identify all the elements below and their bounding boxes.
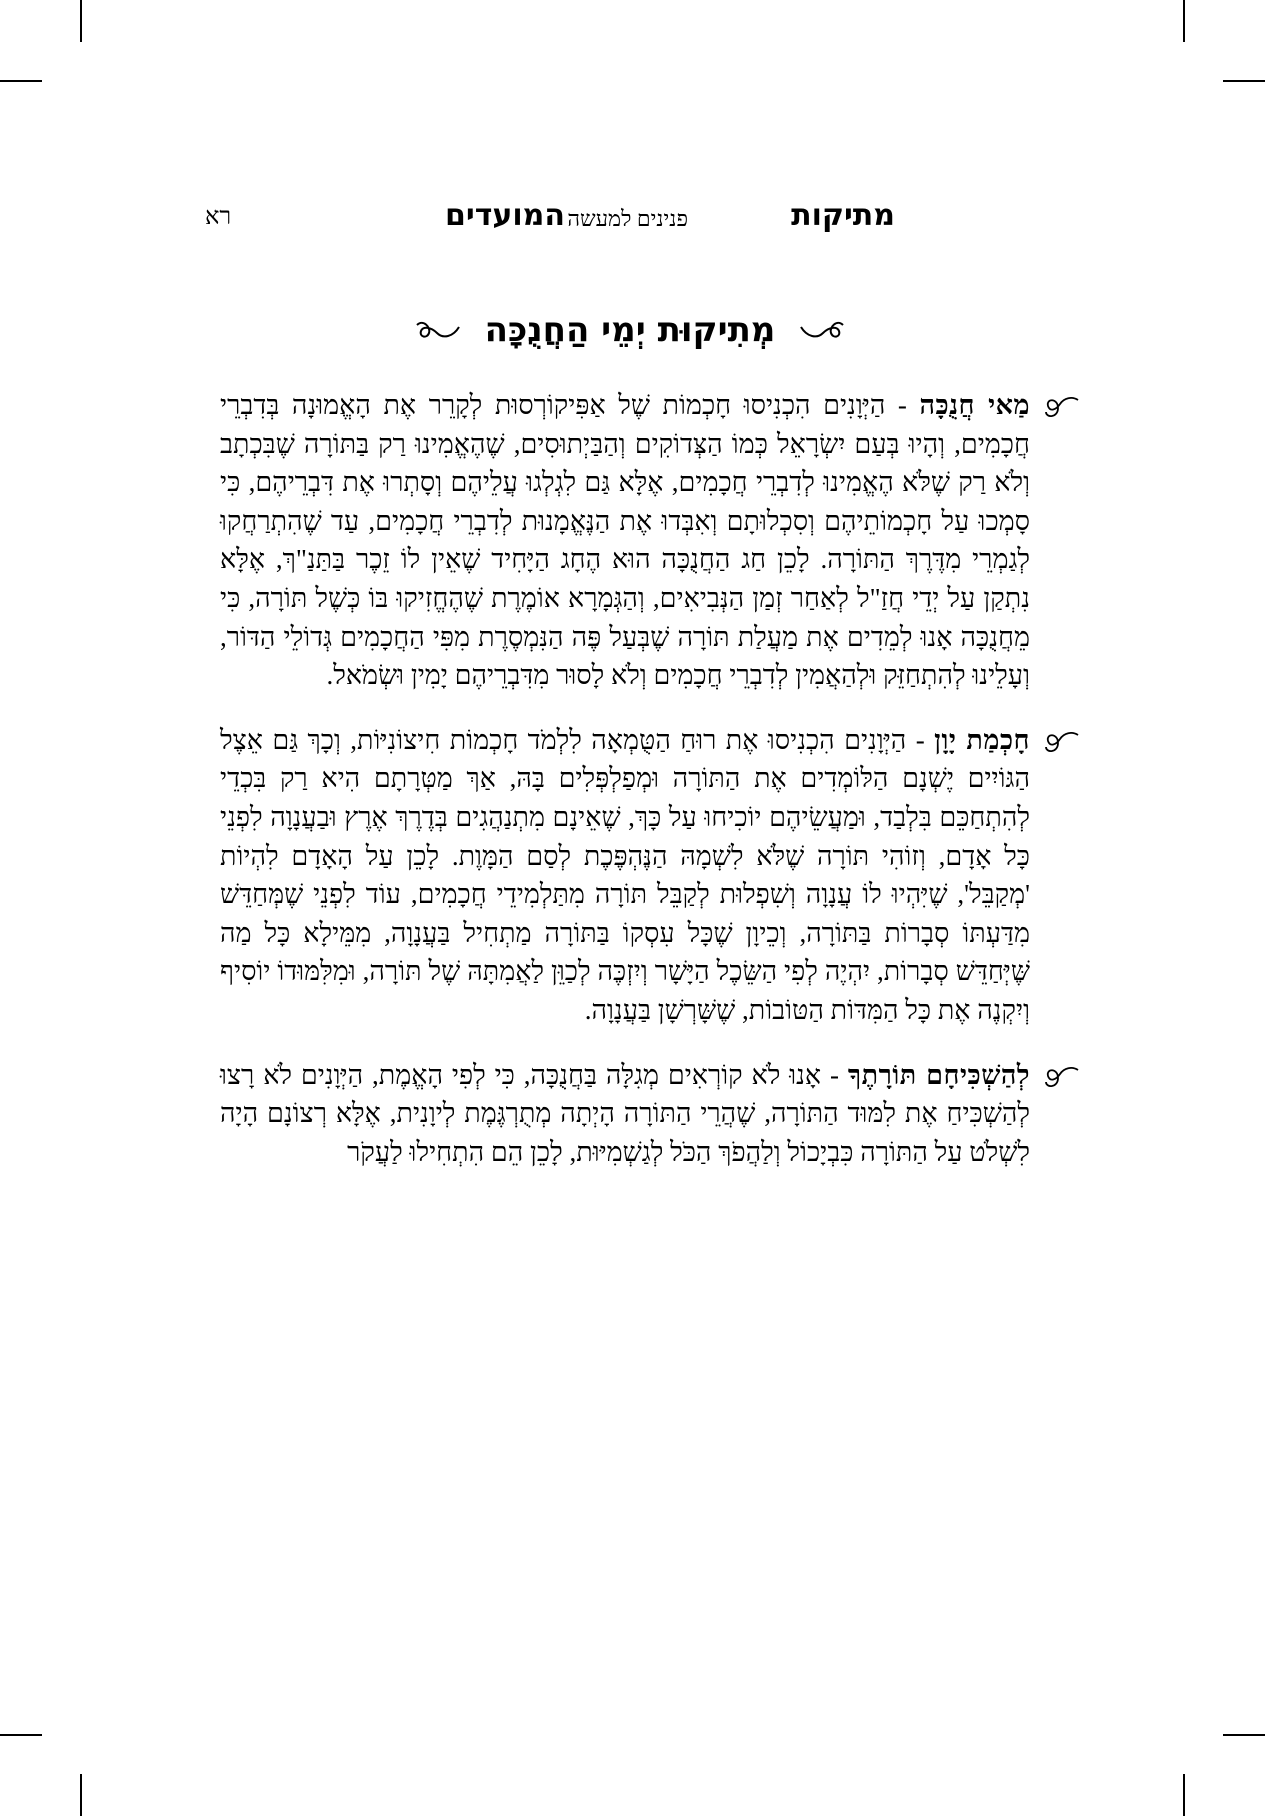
- chapter-title-text: מְתִיקוּת יְמֵי הַחֲנֻכָּה: [484, 310, 776, 350]
- book-subtitle: פנינים למעשה: [567, 206, 688, 231]
- paragraph: [220, 386, 1030, 695]
- crop-mark-top-right-horizontal: [1223, 80, 1265, 82]
- body-text: [220, 386, 1030, 1197]
- swirl-ornament-icon: [409, 315, 467, 345]
- page-number: רא: [205, 204, 232, 230]
- running-head: [205, 196, 895, 240]
- paragraph-lead: לְהַשְׁכִּיחָם תּוֹרָתֶךָ: [847, 1059, 1031, 1090]
- paragraph: [220, 721, 1030, 1030]
- swirl-bullet-icon: [1042, 390, 1082, 420]
- crop-mark-bottom-right-vertical: [1183, 1774, 1185, 1816]
- book-title: מתיקות: [791, 198, 895, 233]
- swirl-bullet-icon: [1042, 725, 1082, 755]
- paragraph-text: הַיְּוָנִים הִכְנִיסוּ אֶת רוּחַ הַטֻּמְאָה לִלְמֹד חָכְמוֹת חִיצוֹנִיּוֹת, וְכָךְ גַּם אֵצֶל הַגּוֹיִים יֶשְׁנָם הַלּוֹמְדִים אֶת הַתּוֹרָה וּמְפַלְפְּלִים בָּהּ, אַךְ מַטְּרָתָם הִיא רַק בִּכְדֵי לְהִתְחַכֵּם בִּלְבַד, וּמַעֲשֵׂיהֶם יוֹכִיחוּ עַל כָּךְ, שֶׁאֵינָם מִתְנַהֲגִים בְּדֶרֶךְ אֶרֶץ וּבַעֲנָוָה לִפְנֵי כָּל אָדָם, וְזוֹהִי תּוֹרָה שֶׁלֹּא לִשְׁמָהּ הַנֶּהְפֶּכֶת לְסַם הַמָּוֶת. לָכֵן עַל הָאָדָם לִהְיוֹת 'מְקַבֵּל', שֶׁיִּהְיוּ לוֹ עֲנָוָה וְשִׁפְלוּת לְקַבֵּל תּוֹרָה מִתַּלְמִידֵי חֲכָמִים, עוֹד לִפְנֵי שֶׁמְּחַדֵּשׁ מִדַּעְתּוֹ סְבָרוֹת בַּתּוֹרָה, וְכֵיוָן שֶׁכָּל עִסְקוֹ בַּתּוֹרָה מַתְחִיל בַּעֲנָוָה, מִמֵּילָא כָּל מַה שֶּׁיְּחַדֵּשׁ סְבָרוֹת, יִהְיֶה לְפִי הַשֵּׂכֶל הַיָּשָׁר וְיִזְכֶּה לְכַוֵּן לַאֲמִתָּהּ שֶׁל תּוֹרָה, וּמִלִּמּוּדוֹ יוֹסִיף וְיִקְנֶה אֶת כָּל הַמִּדּוֹת הַטּוֹבוֹת, שֶׁשָּׁרְשָׁן בַּעֲנָוָה.: [220, 724, 1030, 1025]
- paragraph: [220, 1056, 1030, 1172]
- paragraph-text: הַיְּוָנִים הִכְנִיסוּ חָכְמוֹת שֶׁל אַפִּיקוֹרְסוּת לְקָרֵר אֶת הָאֱמוּנָה בְּדִבְרֵי חֲכָמִים, וְהָיוּ בְּעַם יִשְׂרָאֵל כְּמוֹ הַצְּדוֹקִים וְהַבַּיְתוּסִים, שֶׁהֶאֱמִינוּ רַק בַּתּוֹרָה שֶׁבִּכְתָב וְלֹא רַק שֶׁלֹּא הֶאֱמִינוּ לְדִבְרֵי חֲכָמִים, אֶלָּא גַּם לִגְלְגוּ עֲלֵיהֶם וְסָתְרוּ אֶת דִּבְרֵיהֶם, כִּי סָמְכוּ עַל חָכְמוֹתֵיהֶם וְסִכְלוּתָם וְאִבְּדוּ אֶת הַנֶּאֱמָנוּת לְדִבְרֵי חֲכָמִים, עַד שֶׁהִתְרַחֲקוּ לְגַמְרֵי מִדֶּרֶךְ הַתּוֹרָה. לָכֵן חַג הַחֲנֻכָּה הוּא הֶחָג הַיָּחִיד שֶׁאֵין לוֹ זֵכֶר בַּתַּנַ"ךְ, אֶלָּא נִתְקַן עַל יְדֵי חֲזַ"ל לְאַחַר זְמַן הַנְּבִיאִים, וְהַגְּמָרָא אוֹמֶרֶת שֶׁהֶחֱזִיקוּ בּוֹ כְּשֶׁל תּוֹרָה, כִּי מֵחֲנֻכָּה אָנוּ לְמֵדִים אֶת מַעֲלַת תּוֹרָה שֶׁבְּעַל פֶּה הַנִּמְסֶרֶת מִפִּי הַחֲכָמִים גְּדוֹלֵי הַדּוֹר, וְעָלֵינוּ לְהִתְחַזֵּק וּלְהַאֲמִין לְדִבְרֵי חֲכָמִים וְלֹא לָסוּר מִדִּבְרֵיהֶם יָמִין וּשְׂמֹאל.: [220, 390, 1030, 691]
- paragraph-separator: -: [885, 390, 920, 420]
- chapter-title: [370, 298, 890, 362]
- section-title: המועדים: [445, 198, 565, 233]
- crop-mark-top-left-vertical: [80, 0, 82, 42]
- paragraph-lead: חָכְמַת יָוָן: [934, 724, 1030, 755]
- crop-mark-bottom-left-horizontal: [0, 1734, 42, 1736]
- crop-mark-top-left-horizontal: [0, 80, 42, 82]
- paragraph-text: אָנוּ לֹא קוֹרְאִים מְגִלָּה בַּחֲנֻכָּה, כִּי לְפִי הָאֱמֶת, הַיְּוָנִים לֹא רָצוּ לְהַשְׁכִּיחַ אֶת לִמּוּד הַתּוֹרָה, שֶׁהֲרֵי הַתּוֹרָה הָיְתָה מְתֻרְגֶּמֶת לְיוָנִית, אֶלָּא רְצוֹנָם הָיָה לִשְׁלֹט עַל הַתּוֹרָה כִּבְיָכוֹל וְלַהֲפֹךְ הַכֹּל לְגַשְׁמִיּוּת, לָכֵן הֵם הִתְחִילוּ לַעֲקֹר: [220, 1059, 1030, 1167]
- swirl-bullet-icon: [1042, 1060, 1082, 1090]
- crop-mark-top-right-vertical: [1183, 0, 1185, 42]
- paragraph-lead: מַאי חֲנֻכָּה: [919, 390, 1030, 420]
- paragraph-separator: -: [906, 724, 935, 755]
- crop-mark-bottom-right-horizontal: [1223, 1734, 1265, 1736]
- swirl-ornament-icon: [793, 315, 851, 345]
- paragraph-separator: -: [821, 1059, 848, 1090]
- crop-mark-bottom-left-vertical: [80, 1774, 82, 1816]
